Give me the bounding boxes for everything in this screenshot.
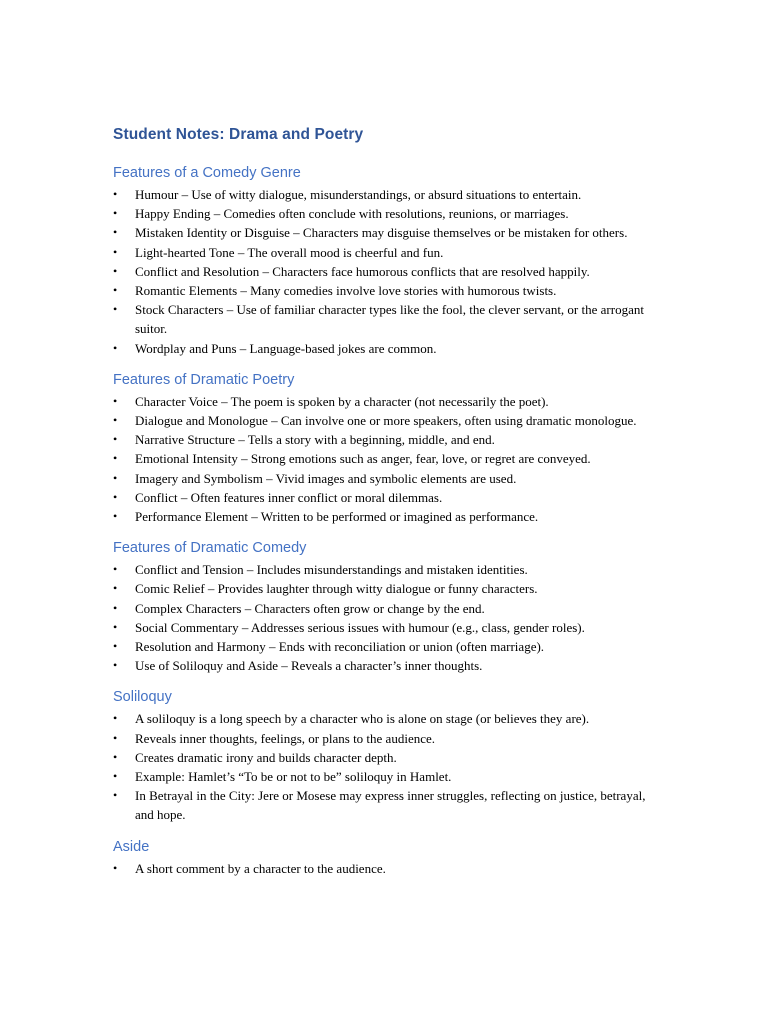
bullet-icon: • [113, 658, 118, 673]
section-heading: Features of Dramatic Poetry [113, 371, 295, 388]
list-item-text: Social Commentary – Addresses serious issues with humour (e.g., class, gender roles). [135, 619, 585, 635]
list-item-text: Character Voice – The poem is spoken by a character (not necessarily the poet). [135, 393, 549, 409]
bullet-icon: • [113, 225, 118, 240]
bullet-list [113, 392, 658, 526]
list-item [113, 469, 658, 488]
list-item-text: Conflict and Tension – Includes misunderstandings and mistaken identities. [135, 562, 528, 578]
section-heading: Features of Dramatic Comedy [113, 540, 307, 557]
bullet-icon: • [113, 489, 118, 504]
bullet-icon: • [113, 860, 118, 875]
bullet-list [113, 709, 658, 824]
bullet-icon: • [113, 413, 118, 428]
bullet-icon: • [113, 619, 118, 634]
list-item [113, 560, 658, 579]
bullet-icon: • [113, 711, 118, 726]
bullet-icon: • [113, 451, 118, 466]
list-item [113, 223, 658, 242]
bullet-icon: • [113, 788, 118, 803]
list-item-text: In Betrayal in the City: Jere or Mosese may express inner struggles, reflecting on justice, betrayal, and hope. [135, 788, 646, 823]
list-item [113, 281, 658, 300]
bullet-icon: • [113, 639, 118, 654]
list-item-text: Conflict and Resolution – Characters face humorous conflicts that are resolved happily. [135, 263, 590, 279]
list-item-text: Reveals inner thoughts, feelings, or plans to the audience. [135, 730, 436, 746]
list-item [113, 579, 658, 598]
bullet-list [113, 859, 658, 878]
list-item-text: Performance Element – Written to be performed or imagined as performance. [135, 509, 539, 525]
list-item [113, 656, 658, 675]
list-item [113, 748, 658, 767]
list-item-text: Happy Ending – Comedies often conclude with resolutions, reunions, or marriages. [135, 206, 569, 222]
list-item-text: Wordplay and Puns – Language-based jokes are common. [135, 340, 437, 356]
list-item-text: Example: Hamlet’s “To be or not to be” soliloquy in Hamlet. [135, 769, 452, 785]
bullet-icon: • [113, 340, 118, 355]
list-item [113, 430, 658, 449]
bullet-list [113, 185, 658, 358]
bullet-icon: • [113, 509, 118, 524]
spacer [113, 358, 658, 370]
list-item [113, 488, 658, 507]
bullet-icon: • [113, 302, 118, 317]
section [113, 687, 658, 824]
list-item-text: Complex Characters – Characters often grow or change by the end. [135, 600, 485, 616]
bullet-icon: • [113, 562, 118, 577]
list-item [113, 507, 658, 526]
list-item-text: Light-hearted Tone – The overall mood is cheerful and fun. [135, 244, 444, 260]
bullet-icon: • [113, 730, 118, 745]
list-item [113, 449, 658, 468]
list-item-text: Humour – Use of witty dialogue, misunderstandings, or absurd situations to entertain. [135, 187, 582, 202]
bullet-icon: • [113, 600, 118, 615]
list-item [113, 392, 658, 411]
list-item [113, 185, 658, 204]
bullet-list [113, 560, 658, 675]
list-item-text: Conflict – Often features inner conflict or moral dilemmas. [135, 489, 443, 505]
section-heading: Soliloquy [113, 689, 172, 706]
list-item-text: A short comment by a character to the audience. [135, 860, 386, 876]
section [113, 538, 658, 675]
list-item-text: Creates dramatic irony and builds character depth. [135, 749, 397, 765]
bullet-icon: • [113, 206, 118, 221]
section-heading: Aside [113, 838, 150, 855]
bullet-icon: • [113, 470, 118, 485]
section [113, 837, 658, 878]
list-item-text: Stock Characters – Use of familiar character types like the fool, the clever servant, or the arrogant suitor. [135, 302, 644, 337]
bullet-icon: • [113, 263, 118, 278]
sections-container [113, 163, 658, 878]
bullet-icon: • [113, 432, 118, 447]
list-item [113, 709, 658, 728]
list-item [113, 411, 658, 430]
bullet-icon: • [113, 769, 118, 784]
list-item-text: Emotional Intensity – Strong emotions such as anger, fear, love, or regret are conveyed. [135, 451, 591, 467]
list-item-text: Comic Relief – Provides laughter through witty dialogue or funny characters. [135, 581, 538, 597]
list-item [113, 262, 658, 281]
list-item-text: Imagery and Symbolism – Vivid images and symbolic elements are used. [135, 470, 517, 486]
document-page [113, 124, 658, 878]
list-item [113, 243, 658, 262]
list-item-text: Dialogue and Monologue – Can involve one or more speakers, often using dramatic monologue. [135, 413, 637, 429]
section [113, 163, 658, 358]
list-item [113, 767, 658, 786]
list-item-text: Use of Soliloquy and Aside – Reveals a character’s inner thoughts. [135, 658, 483, 674]
list-item [113, 786, 658, 824]
list-item-text: Romantic Elements – Many comedies involve love stories with humorous twists. [135, 283, 557, 299]
page-title: Student Notes: Drama and Poetry [113, 126, 364, 143]
bullet-icon: • [113, 749, 118, 764]
section-heading: Features of a Comedy Genre [113, 165, 301, 181]
list-item-text: A soliloquy is a long speech by a character who is alone on stage (or believes they are). [135, 711, 590, 727]
bullet-icon: • [113, 283, 118, 298]
list-item-text: Narrative Structure – Tells a story with a beginning, middle, and end. [135, 432, 495, 448]
list-item [113, 859, 658, 878]
list-item [113, 637, 658, 656]
bullet-icon: • [113, 187, 118, 201]
list-item [113, 618, 658, 637]
spacer [113, 526, 658, 538]
bullet-icon: • [113, 581, 118, 596]
bullet-icon: • [113, 244, 118, 259]
bullet-icon: • [113, 393, 118, 408]
list-item [113, 729, 658, 748]
list-item-text: Resolution and Harmony – Ends with reconciliation or union (often marriage). [135, 639, 545, 655]
list-item [113, 599, 658, 618]
list-item [113, 339, 658, 358]
spacer [113, 146, 658, 163]
list-item-text: Mistaken Identity or Disguise – Characters may disguise themselves or be mistaken for others. [135, 225, 628, 241]
list-item [113, 300, 658, 338]
section [113, 370, 658, 526]
list-item [113, 204, 658, 223]
spacer [113, 825, 658, 837]
spacer [113, 675, 658, 687]
